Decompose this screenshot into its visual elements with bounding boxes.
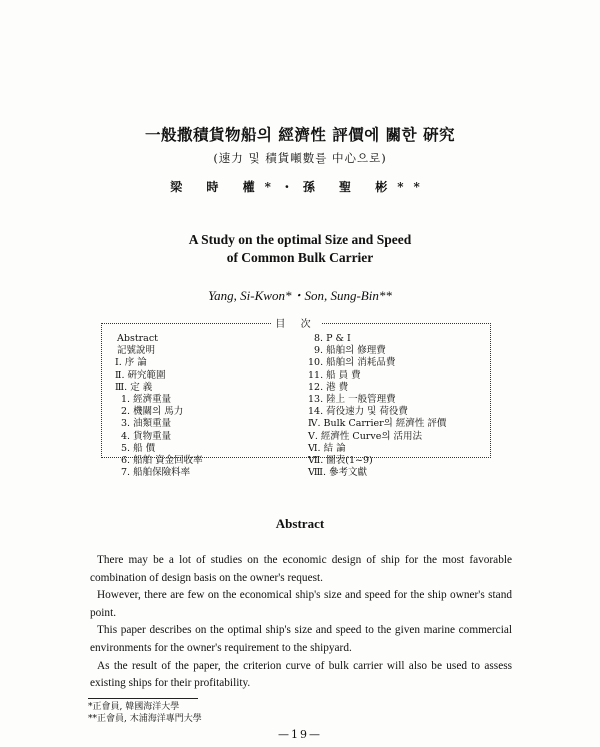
contents-item: 記號說明 [117, 345, 156, 357]
contents-item: 12. 港 費 [308, 381, 349, 393]
contents-left-column [115, 333, 300, 479]
korean-subtitle: (速力 및 積貨噸數를 中心으로) [213, 151, 387, 165]
english-title-line-1: A Study on the optimal Size and Speed [188, 232, 412, 247]
contents-item: 10. 船舶의 消耗品費 [308, 357, 396, 369]
contents-item: Ⅱ. 硏究範圍 [115, 369, 166, 381]
contents-item: 11. 船 員 費 [308, 369, 361, 381]
abstract-paragraph: This paper describes on the optimal ship's size and speed to the given marine commercial environments for the owner's requirement to the shipyard. [90, 624, 512, 654]
contents-item: Ⅲ. 定 義 [115, 381, 153, 393]
contents-item: 3. 油類重量 [121, 418, 172, 430]
contents-item: 2. 機關의 馬力 [121, 406, 184, 418]
contents-heading [102, 315, 490, 330]
contents-item: 7. 船舶保險料率 [121, 467, 191, 479]
contents-heading-label: 目 次 [271, 319, 320, 330]
contents-item: Ⅵ. 結 論 [308, 442, 346, 454]
contents-item: 13. 陸上 一般管理費 [308, 394, 396, 406]
footnote: **正會員, 木浦海洋專門大學 [88, 714, 202, 724]
contents-item: 8. P & I [314, 333, 351, 344]
contents-item: 4. 貨物重量 [121, 430, 172, 442]
footnotes [88, 701, 202, 725]
contents-item: 5. 船 價 [121, 442, 156, 454]
contents-item: Ⅴ. 經濟性 Curve의 活用法 [308, 430, 423, 442]
contents-item: 6. 船舶 資金回收率 [121, 455, 203, 467]
abstract-paragraph: However, there are few on the economical ship's size and speed for the ship owner's stand point. [90, 589, 512, 619]
english-title [0, 231, 600, 267]
page-number: —19— [278, 728, 322, 741]
abstract-body [90, 552, 512, 693]
contents-item: Abstract [117, 333, 158, 344]
english-authors: Yang, Si-Kwon*・Son, Sung-Bin** [208, 288, 392, 303]
contents-item: Ⅳ. Bulk Carrier의 經濟性 評價 [308, 418, 447, 430]
abstract-heading: Abstract [275, 516, 325, 531]
contents-item: Ⅶ. 圖表(1~9) [308, 455, 373, 467]
contents-right-column [308, 333, 483, 479]
abstract-paragraph: There may be a lot of studies on the economic design of ship for the most favorable combination of design basis on the owner's request. [90, 554, 512, 584]
contents-item: 9. 船舶의 修理費 [314, 345, 386, 357]
contents-item: Ⅰ. 序 論 [115, 357, 147, 369]
korean-title: 一般撒積貨物船의 經濟性 評價에 關한 硏究 [144, 125, 455, 144]
contents-item: Ⅷ. 參考文獻 [308, 467, 368, 479]
table-of-contents [101, 319, 491, 479]
english-title-line-2: of Common Bulk Carrier [226, 250, 374, 265]
abstract-paragraph: As the result of the paper, the criterion curve of bulk carrier will also be used to assess existing ships for their profitability. [90, 659, 512, 690]
contents-item: 14. 荷役速力 및 荷役費 [308, 406, 408, 418]
korean-authors: 梁 時 權*・孫 聖 彬** [170, 180, 430, 194]
footnote: *正會員, 韓國海洋大學 [88, 702, 180, 712]
contents-item: 1. 經濟重量 [121, 394, 172, 406]
footnote-divider [88, 698, 198, 699]
